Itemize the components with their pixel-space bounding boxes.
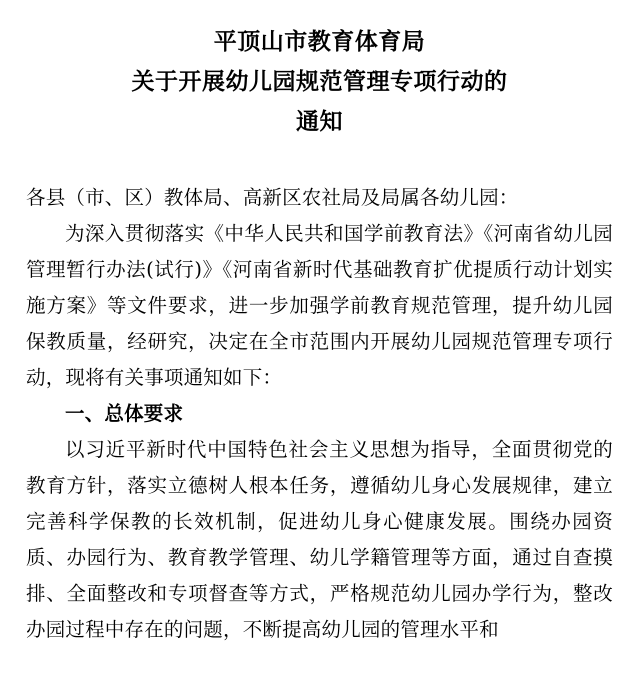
addressee-line: 各县（市、区）教体局、高新区农社局及局属各幼儿园： [26,186,519,209]
title-line-1: 平顶山市教育体育局 [213,28,426,55]
section-paragraph-general-requirements: 以习近平新时代中国特色社会主义思想为指导，全面贯彻党的教育方针，落实立德树人根本任务，遵循幼儿身心发展规律，建立完善科学保教的长效机制，促进幼儿身心健康发展。围绕办园资质、办园行为、教育教学管理、幼儿学籍管理等方面，通过自查摸排、全面整改和专项督查等方式，严格规范幼儿园办学行为，整改办园过程中存在的问题，不断提高幼儿园的管理水平和 [26,438,613,641]
title-line-3: 通知 [296,108,343,135]
page-title [48,14,591,142]
title-spacer [26,142,613,176]
title-line-2: 关于开展幼儿园规范管理专项行动的 [131,68,508,95]
section-heading-general-requirements: 一、总体要求 [65,402,184,425]
intro-paragraph: 为深入贯彻落实《中华人民共和国学前教育法》《河南省幼儿园管理暂行办法(试行)》《河南省新时代基础教育扩优提质行动计划实施方案》等文件要求，进一步加强学前教育规范管理，提升幼儿园保教质量，经研究，决定在全市范围内开展幼儿园规范管理专项行动，现将有关事项通知如下： [26,222,613,389]
